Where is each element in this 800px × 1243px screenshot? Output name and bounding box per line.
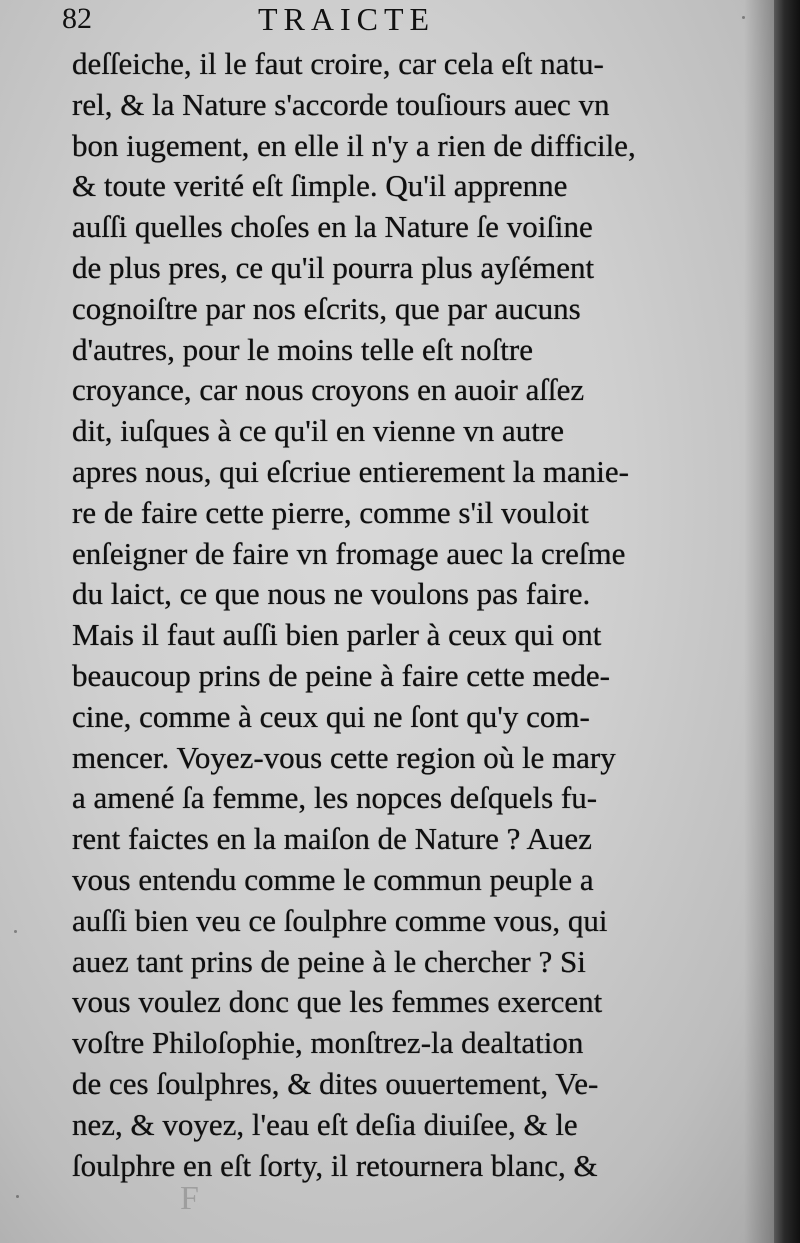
text-line: cognoiſtre par nos eſcrits, que par aucuns (72, 290, 581, 326)
text-line: auſſi bien veu ce ſoulphre comme vous, qui (72, 902, 608, 938)
text-line: & toute verité eſt ſimple. Qu'il apprenne (72, 168, 568, 204)
text-line: auſſi quelles choſes en la Nature ſe voiſine (72, 209, 593, 245)
page-number: 82 (62, 2, 92, 35)
text-line: Mais il faut auſſi bien parler à ceux qui ont (72, 617, 602, 653)
text-line: cine, comme à ceux qui ne ſont qu'y com- (72, 698, 590, 734)
text-line: nez, & voyez, l'eau eſt deſia diuiſee, & le (72, 1106, 578, 1142)
text-line: vous voulez donc que les femmes exercent (72, 984, 603, 1020)
text-line: bon iugement, en elle il n'y a rien de difficile, (72, 127, 636, 163)
page-header (62, 0, 762, 42)
text-line: du laict, ce que nous ne voulons pas faire. (72, 576, 591, 612)
text-line: croyance, car nous croyons en auoir aſſez (72, 372, 585, 408)
text-line: de ces ſoulphres, & dites ouuertement, Ve- (72, 1065, 599, 1101)
text-line: apres nous, qui eſcriue entierement la manie- (72, 453, 629, 489)
text-line: voſtre Philoſophie, monſtrez-la dealtation (72, 1025, 584, 1061)
paper-speck (742, 16, 745, 19)
paper-speck (16, 1195, 19, 1198)
text-line: re de faire cette pierre, comme s'il vouloit (72, 494, 589, 530)
text-line: deſſeiche, il le faut croire, car cela eſt natu- (72, 46, 604, 81)
text-line: dit, iuſques à ce qu'il en vienne vn autre (72, 413, 564, 449)
text-line: de plus pres, ce qu'il pourra plus ayſément (72, 249, 595, 285)
text-line: beaucoup prins de peine à faire cette mede- (72, 657, 610, 693)
text-line: enſeigner de faire vn fromage auec la creſme (72, 535, 626, 571)
body-text (72, 44, 760, 1186)
text-line: a amené ſa femme, les nopces deſquels fu- (72, 780, 598, 816)
text-line: vous entendu comme le commun peuple a (72, 861, 594, 897)
text-line: auez tant prins de peine à le chercher ? Si (72, 943, 586, 979)
text-line: ſoulphre en eſt ſorty, il retournera blanc, & (72, 1147, 598, 1183)
running-title: TRAICTE (258, 1, 436, 37)
text-line: rent faictes en la maiſon de Nature ? Auez (72, 821, 592, 857)
book-gutter (774, 0, 800, 1243)
text-line: rel, & la Nature s'accorde touſiours auec vn (72, 86, 610, 122)
text-line: d'autres, pour le moins telle eſt noſtre (72, 331, 533, 367)
signature-mark: F (180, 1180, 199, 1217)
paper-speck (14, 930, 17, 933)
text-line: mencer. Voyez-vous cette region où le mary (72, 739, 616, 775)
